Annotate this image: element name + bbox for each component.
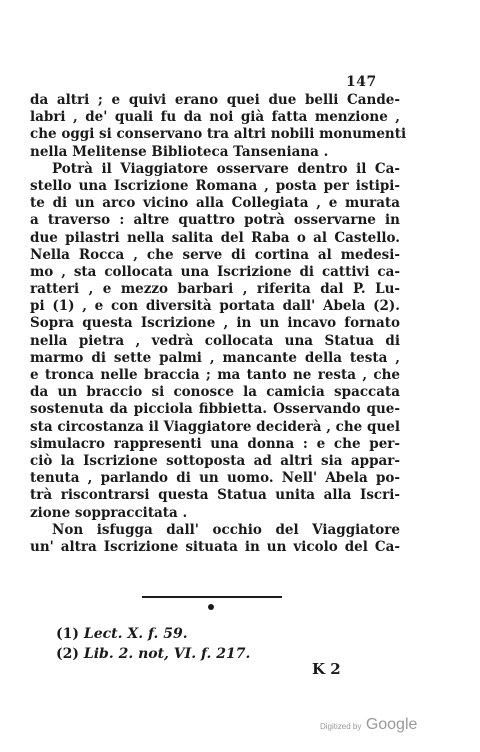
text-line: marmo di sette palmi , mancante della testa , (30, 349, 400, 366)
divider-dot (208, 604, 214, 610)
text-line: due pilastri nella salita del Raba o al Castello. (30, 229, 400, 246)
text-line: nella Melitense Biblioteca Tanseniana . (30, 143, 329, 160)
text-line: pi (1) , e con diversità portata dall' Abela (2). (30, 298, 400, 315)
signature-mark: K 2 (312, 660, 341, 678)
text-line: un' altra Iscrizione situata in un vicolo del Ca- (30, 538, 400, 555)
digitization-watermark (320, 716, 417, 734)
text-line: Nella Rocca , che serve di cortina al medesi- (30, 246, 400, 263)
text-line: trà riscontrarsi questa Statua unita alla Iscri- (30, 487, 400, 504)
footnote-mark: (1) (56, 626, 79, 642)
text-line: labri , de' quali fu da noi già fatta menzione , (30, 109, 400, 126)
text-line: te di un arco vicino alla Collegiata , e murata (30, 195, 400, 212)
text-line: stello una Iscrizione Romana , posta per istipi- (30, 177, 400, 194)
text-line: ratteri , e mezzo barbari , riferita dal P. Lu- (30, 281, 400, 298)
text-line: tenuta , parlando di un uomo. Nell' Abela po- (30, 470, 400, 487)
footnotes (56, 624, 356, 664)
text-line: mo , sta collocata una Iscrizione di cattivi ca- (30, 263, 400, 280)
footnote (56, 624, 356, 644)
body-text (30, 92, 407, 556)
footnote-reference: Lib. 2. not, VI. f. 217. (83, 646, 251, 662)
page-number: 147 (346, 74, 377, 90)
text-line: ciò la Iscrizione sottoposta ad altri sia appar- (30, 452, 400, 469)
text-line: a traverso : altre quattro potrà osservarne in (30, 212, 400, 229)
text-line: sostenuta da picciola fibbietta. Osservando que- (30, 401, 400, 418)
text-line: zione soppraccitata . (30, 504, 188, 521)
text-line: da altri ; e quivi erano quei due belli Cande- (30, 92, 400, 108)
text-line: che oggi si conservano tra altri nobili monumenti (30, 126, 407, 143)
footnote (56, 644, 356, 664)
text-line: da un braccio si conosce la camicia spaccata (30, 384, 400, 401)
google-logo-text: Google (365, 716, 418, 733)
text-line: e tronca nelle braccia ; ma tanto ne resta , che (30, 367, 400, 383)
text-line: Potrà il Viaggiatore osservare dentro il Ca- (52, 160, 400, 177)
text-line: sta circostanza il Viaggiatore deciderà , che quel (30, 418, 400, 435)
text-line: nella pietra , vedrà collocata una Statua di (30, 332, 400, 349)
footnote-reference: Lect. X. f. 59. (83, 626, 188, 642)
text-line: simulacro rappresenti una donna : e che per- (30, 435, 400, 452)
footnote-mark: (2) (56, 646, 79, 662)
text-line: Non isfugga dall' occhio del Viaggiatore (52, 521, 400, 538)
text-line: Sopra questa Iscrizione , in un incavo fornato (30, 315, 400, 332)
watermark-prefix: Digitized by (320, 722, 362, 731)
footnote-divider (142, 596, 282, 598)
